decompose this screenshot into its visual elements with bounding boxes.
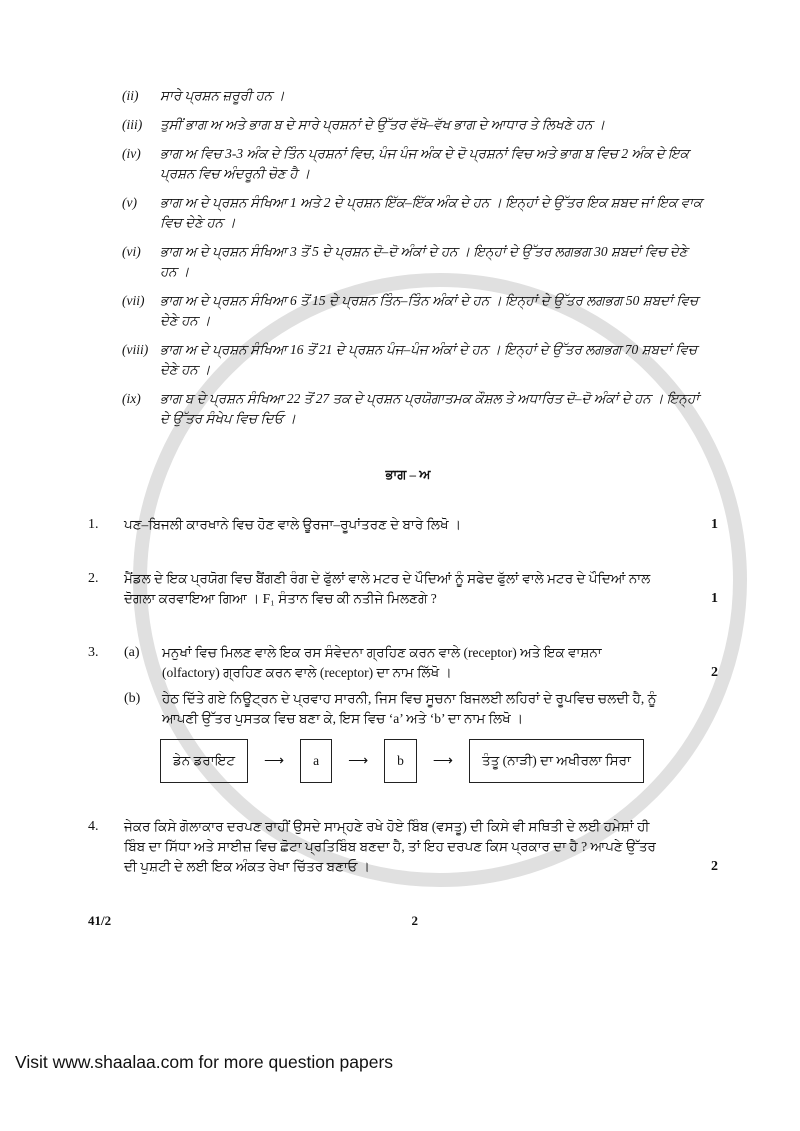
marks: 2 — [711, 665, 718, 680]
arrow-icon: ⟶ — [263, 753, 285, 769]
question-text: ਮੈਂਡਲ ਦੇ ਇਕ ਪ੍ਰਯੋਗ ਵਿਚ ਬੈਂਗਣੀ ਰੰਗ ਦੇ ਫੁੱਲਾਂ ਵਾਲੇ ਮਟਰ ਦੇ ਪੌਦਿਆਂ ਨੂੰ ਸਫੇਦ ਫੁੱਲਾਂ ਵਾਲੇ ਮਟਰ ਦੇ ਪੌਦਿਆਂ ਨਾਲ — [124, 571, 651, 586]
sub-label: (a) — [124, 645, 140, 660]
instruction-text: ਭਾਗ ਅ ਦੇ ਪ੍ਰਸ਼ਨ ਸੰਖਿਆ 3 ਤੋਂ 5 ਦੇ ਪ੍ਰਸ਼ਨ ਦੋ–ਦੋ ਅੰਕਾਂ ਦੇ ਹਨ । ਇਨ੍ਹਾਂ ਦੇ ਉੱਤਰ ਲਗਭਗ 30 ਸ਼ਬਦਾਂ ਵਿਚ ਦੇਣੇ — [160, 244, 688, 259]
website-banner[interactable]: Visit www.shaalaa.com for more question papers — [15, 1052, 394, 1072]
instruction-text: ਸਾਰੇ ਪ੍ਰਸ਼ਨ ਜ਼ਰੂਰੀ ਹਨ । — [160, 88, 285, 103]
paper-code: 41/2 — [88, 913, 112, 928]
instruction-label: (ii) — [122, 88, 139, 103]
question-number: 4. — [88, 819, 99, 834]
question-text: ਦੋਗਲਾ ਕਰਵਾਇਆ ਗਿਆ । F₁ ਸੰਤਾਨ ਵਿਚ ਕੀ ਨਤੀਜੇ ਮਿਲਣਗੇ ? — [124, 591, 437, 606]
instruction-label: (iv) — [122, 146, 141, 161]
instruction-body — [160, 144, 710, 184]
instruction-item — [122, 86, 710, 106]
instruction-label: (viii) — [122, 342, 149, 357]
sub-question-a — [124, 643, 718, 683]
question-body — [124, 515, 694, 535]
instruction-item — [122, 242, 710, 282]
question-body — [124, 569, 694, 609]
question-text: ਜੇਕਰ ਕਿਸੇ ਗੋਲਾਕਾਰ ਦਰਪਣ ਰਾਹੀਂ ਉਸਦੇ ਸਾਮ੍ਹਣੇ ਰਖੇ ਹੋਏ ਬਿੰਬ (ਵਸਤੂ) ਦੀ ਕਿਸੇ ਵੀ ਸਥਿਤੀ ਦੇ ਲਈ ਹਮੇਸ਼ਾਂ ਹੀ — [124, 819, 650, 834]
flow-diagram — [160, 739, 694, 783]
sub-label: (b) — [124, 691, 141, 706]
sub-body — [162, 689, 694, 729]
flow-box-dendrite: ਡੇਨ ਡਰਾਇਟ — [160, 739, 248, 783]
instruction-label: (vii) — [122, 293, 145, 308]
question-text: ਦੀ ਪੁਸ਼ਟੀ ਦੇ ਲਈ ਇਕ ਅੰਕਤ ਰੇਖਾ ਚਿੱਤਰ ਬਣਾਓ । — [124, 859, 370, 874]
instruction-body — [160, 389, 710, 429]
flow-box-b: b — [384, 739, 417, 783]
question-q1 — [88, 515, 718, 535]
instruction-text: ਦੇਣੇ ਹਨ । — [160, 362, 211, 377]
instruction-text: ਪ੍ਰਸ਼ਨ ਵਿਚ ਅੰਦਰੂਨੀ ਚੋਣ ਹੈ । — [160, 166, 310, 181]
page-footer — [88, 911, 418, 931]
question-number: 1. — [88, 517, 99, 532]
flow-box-nerve-ending: ਤੰਤੂ (ਨਾੜੀ) ਦਾ ਅਖੀਰਲਾ ਸਿਰਾ — [469, 739, 644, 783]
question-body — [124, 643, 718, 783]
instruction-item — [122, 389, 710, 429]
instruction-label: (v) — [122, 195, 137, 210]
instruction-text: ਹਨ । — [160, 264, 190, 279]
sub-question-b — [124, 689, 694, 729]
section-heading: ਭਾਗ – ਅ — [385, 467, 431, 482]
flow-box-a: a — [300, 739, 332, 783]
arrow-icon: ⟶ — [348, 753, 369, 769]
question-q4 — [88, 817, 718, 877]
instruction-text: ਤੁਸੀਂ ਭਾਗ ਅ ਅਤੇ ਭਾਗ ਬ ਦੇ ਸਾਰੇ ਪ੍ਰਸ਼ਨਾਂ ਦੇ ਉੱਤਰ ਵੱਖੋ–ਵੱਖ ਭਾਗ ਦੇ ਆਧਾਰ ਤੇ ਲਿਖਣੇ ਹਨ । — [160, 117, 605, 132]
questions — [0, 515, 800, 877]
instruction-body — [160, 193, 710, 233]
instruction-text: ਭਾਗ ਅ ਦੇ ਪ੍ਰਸ਼ਨ ਸੰਖਿਆ 16 ਤੋਂ 21 ਦੇ ਪ੍ਰਸ਼ਨ ਪੰਜ–ਪੰਜ ਅੰਕਾਂ ਦੇ ਹਨ । ਇਨ੍ਹਾਂ ਦੇ ਉੱਤਰ ਲਗਭਗ 70 ਸ਼ਬਦਾਂ ਵਿਚ — [160, 342, 698, 357]
question-text: ਹੇਠ ਦਿੱਤੇ ਗਏ ਨਿਊਟ੍ਰਨ ਦੇ ਪ੍ਰਵਾਹ ਸਾਰਨੀ, ਜਿਸ ਵਿਚ ਸੂਚਨਾ ਬਿਜਲਈ ਲਹਿਰਾਂ ਦੇ ਰੂਪਵਿਚ ਚਲਦੀ ਹੈ, ਨੂੰ — [162, 691, 657, 706]
question-number: 3. — [88, 645, 99, 660]
question-number: 2. — [88, 571, 99, 586]
question-text: (olfactory) ਗ੍ਰਹਿਣ ਕਰਨ ਵਾਲੇ (receptor) ਦਾ ਨਾਮ ਲਿੱਖੋ । — [162, 665, 452, 680]
instructions-list — [0, 86, 800, 429]
arrow-icon: ⟶ — [432, 753, 453, 769]
instruction-body — [160, 340, 710, 380]
marks: 1 — [711, 517, 718, 532]
question-q2 — [88, 569, 718, 609]
instruction-text: ਭਾਗ ਅ ਦੇ ਪ੍ਰਸ਼ਨ ਸੰਖਿਆ 6 ਤੋਂ 15 ਦੇ ਪ੍ਰਸ਼ਨ ਤਿੰਨ–ਤਿੰਨ ਅੰਕਾਂ ਦੇ ਹਨ । ਇਨ੍ਹਾਂ ਦੇ ਉੱਤਰ ਲਗਭਗ 50 ਸ਼ਬਦਾਂ ਵਿਚ — [160, 293, 699, 308]
instruction-item — [122, 291, 710, 331]
page-number: 2 — [411, 913, 418, 928]
instruction-body — [160, 291, 710, 331]
instruction-label: (vi) — [122, 244, 141, 259]
question-body — [124, 817, 694, 877]
instruction-text: ਦੇ ਉੱਤਰ ਸੰਖੇਪ ਵਿਚ ਦਿਓ । — [160, 411, 296, 426]
instruction-text: ਭਾਗ ਅ ਦੇ ਪ੍ਰਸ਼ਨ ਸੰਖਿਆ 1 ਅਤੇ 2 ਦੇ ਪ੍ਰਸ਼ਨ ਇੱਕ–ਇੱਕ ਅੰਕ ਦੇ ਹਨ । ਇਨ੍ਹਾਂ ਦੇ ਉੱਤਰ ਇਕ ਸ਼ਬਦ ਜਾਂ ਇਕ ਵਾਕ — [160, 195, 703, 210]
instruction-text: ਭਾਗ ਅ ਵਿਚ 3-3 ਅੰਕ ਦੇ ਤਿੰਨ ਪ੍ਰਸ਼ਨਾਂ ਵਿਚ, ਪੰਜ ਪੰਜ ਅੰਕ ਦੇ ਦੋ ਪ੍ਰਸ਼ਨਾਂ ਵਿਚ ਅਤੇ ਭਾਗ ਬ ਵਿਚ 2 ਅੰਕ ਦੇ ਇਕ — [160, 146, 689, 161]
instruction-body — [160, 86, 710, 106]
question-text: ਪਣ–ਬਿਜਲੀ ਕਾਰਖਾਨੇ ਵਿਚ ਹੋਣ ਵਾਲੇ ਊਰਜਾ–ਰੂਪਾਂਤਰਣ ਦੇ ਬਾਰੇ ਲਿਖੋ । — [124, 517, 462, 532]
instruction-item — [122, 115, 710, 135]
sub-body — [162, 643, 694, 683]
marks: 1 — [711, 591, 718, 606]
instruction-item — [122, 144, 710, 184]
instruction-body — [160, 115, 710, 135]
instruction-text: ਭਾਗ ਬ ਦੇ ਪ੍ਰਸ਼ਨ ਸੰਖਿਆ 22 ਤੋਂ 27 ਤਕ ਦੇ ਪ੍ਰਸ਼ਨ ਪ੍ਰਯੋਗਾਤਮਕ ਕੌਸ਼ਲ ਤੇ ਅਧਾਰਿਤ ਦੋ–ਦੋ ਅੰਕਾਂ ਦੇ ਹਨ । ਇਨ੍ਹਾਂ — [160, 391, 699, 406]
question-q3 — [88, 643, 718, 783]
marks: 2 — [711, 859, 718, 874]
instruction-text: ਵਿਚ ਦੇਣੇ ਹਨ । — [160, 215, 236, 230]
question-text: ਬਿੰਬ ਦਾ ਸਿੱਧਾ ਅਤੇ ਸਾਈਜ਼ ਵਿਚ ਛੋਟਾ ਪ੍ਰਤਿਬਿੰਬ ਬਣਦਾ ਹੈ, ਤਾਂ ਇਹ ਦਰਪਣ ਕਿਸ ਪ੍ਰਕਾਰ ਦਾ ਹੈ ? ਆਪਣੇ ਉੱਤਰ — [124, 839, 656, 854]
question-text: ਆਪਣੀ ਉੱਤਰ ਪੁਸਤਕ ਵਿਚ ਬਣਾ ਕੇ, ਇਸ ਵਿਚ ‘a’ ਅਤੇ ‘b’ ਦਾ ਨਾਮ ਲਿਖੋ । — [162, 711, 524, 726]
question-text: ਮਨੁਖਾਂ ਵਿਚ ਮਿਲਣ ਵਾਲੇ ਇਕ ਰਸ ਸੰਵੇਦਨਾ ਗ੍ਰਹਿਣ ਕਰਨ ਵਾਲੇ (receptor) ਅਤੇ ਇਕ ਵਾਸ਼ਨਾ — [162, 645, 602, 660]
instruction-label: (iii) — [122, 117, 143, 132]
instruction-text: ਦੇਣੇ ਹਨ । — [160, 313, 211, 328]
instruction-item — [122, 193, 710, 233]
instruction-item — [122, 340, 710, 380]
instruction-body — [160, 242, 710, 282]
instruction-label: (ix) — [122, 391, 141, 406]
